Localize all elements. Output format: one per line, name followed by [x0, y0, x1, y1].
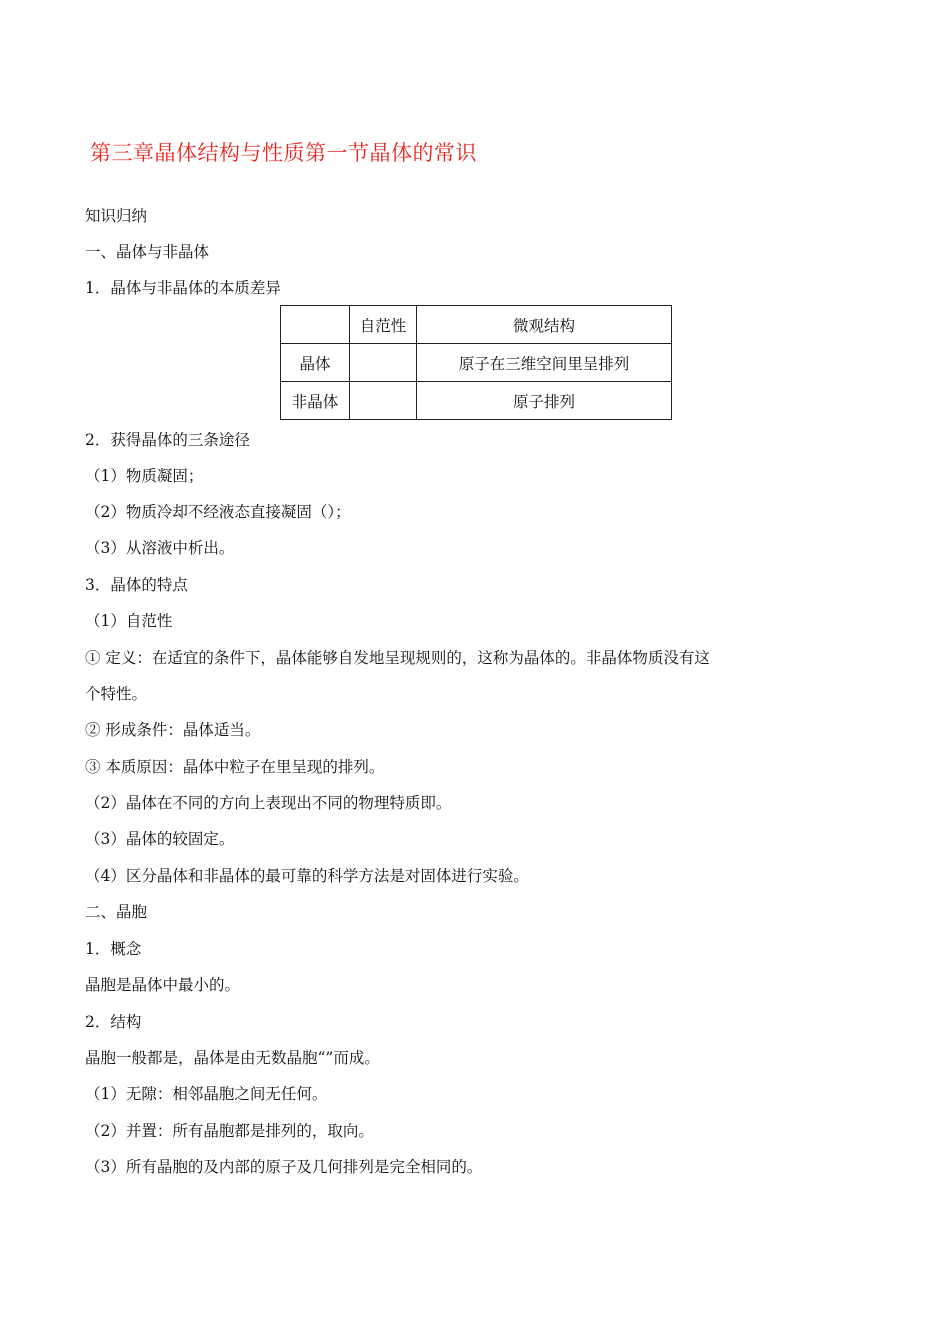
comparison-table	[280, 305, 672, 420]
list-item: （1）自范性	[85, 612, 173, 630]
list-item: （1）物质凝固；	[85, 467, 204, 485]
table-cell	[281, 306, 350, 344]
section-heading: 一、晶体与非晶体	[85, 243, 210, 261]
table-cell: 微观结构	[417, 306, 672, 344]
section-heading: 二、晶胞	[85, 903, 148, 921]
paragraph-line: 晶胞是晶体中最小的。	[85, 976, 241, 994]
paragraph-line: ③ 本质原因：晶体中粒子在里呈现的排列。	[85, 758, 385, 776]
subsection-heading: 2．获得晶体的三条途径	[85, 431, 250, 449]
paragraph-line: 晶胞一般都是，晶体是由无数晶胞“”而成。	[85, 1049, 380, 1067]
subsection-heading: 3．晶体的特点	[85, 576, 188, 594]
list-item: （2）并置：所有晶胞都是排列的，取向。	[85, 1122, 374, 1140]
table-cell: 原子在三维空间里呈排列	[417, 344, 672, 382]
table-row	[281, 344, 672, 382]
list-item: （2）晶体在不同的方向上表现出不同的物理特质即。	[85, 794, 452, 812]
list-item: （3）从溶液中析出。	[85, 539, 235, 557]
table-row	[281, 382, 672, 420]
table-cell	[350, 382, 417, 420]
list-item: （2）物质冷却不经液态直接凝固（）；	[85, 503, 351, 521]
section-heading: 知识归纳	[85, 207, 148, 225]
table-cell: 非晶体	[281, 382, 350, 420]
subsection-heading: 1．晶体与非晶体的本质差异	[85, 279, 281, 297]
list-item: （3）晶体的较固定。	[85, 830, 235, 848]
list-item: （4）区分晶体和非晶体的最可靠的科学方法是对固体进行实验。	[85, 867, 529, 885]
subsection-heading: 2．结构	[85, 1013, 142, 1031]
table-cell: 原子排列	[417, 382, 672, 420]
list-item: （3）所有晶胞的及内部的原子及几何排列是完全相同的。	[85, 1158, 483, 1176]
paragraph-line: ① 定义：在适宜的条件下，晶体能够自发地呈现规则的，这称为晶体的。非晶体物质没有这	[85, 649, 710, 667]
paragraph-line: ② 形成条件：晶体适当。	[85, 721, 261, 739]
list-item: （1）无隙：相邻晶胞之间无任何。	[85, 1085, 328, 1103]
table-cell: 自范性	[350, 306, 417, 344]
page-title: 第三章晶体结构与性质第一节晶体的常识	[90, 141, 477, 165]
paragraph-line: 个特性。	[85, 685, 148, 703]
table-header-row	[281, 306, 672, 344]
table-cell	[350, 344, 417, 382]
subsection-heading: 1．概念	[85, 940, 142, 958]
table-cell: 晶体	[281, 344, 350, 382]
